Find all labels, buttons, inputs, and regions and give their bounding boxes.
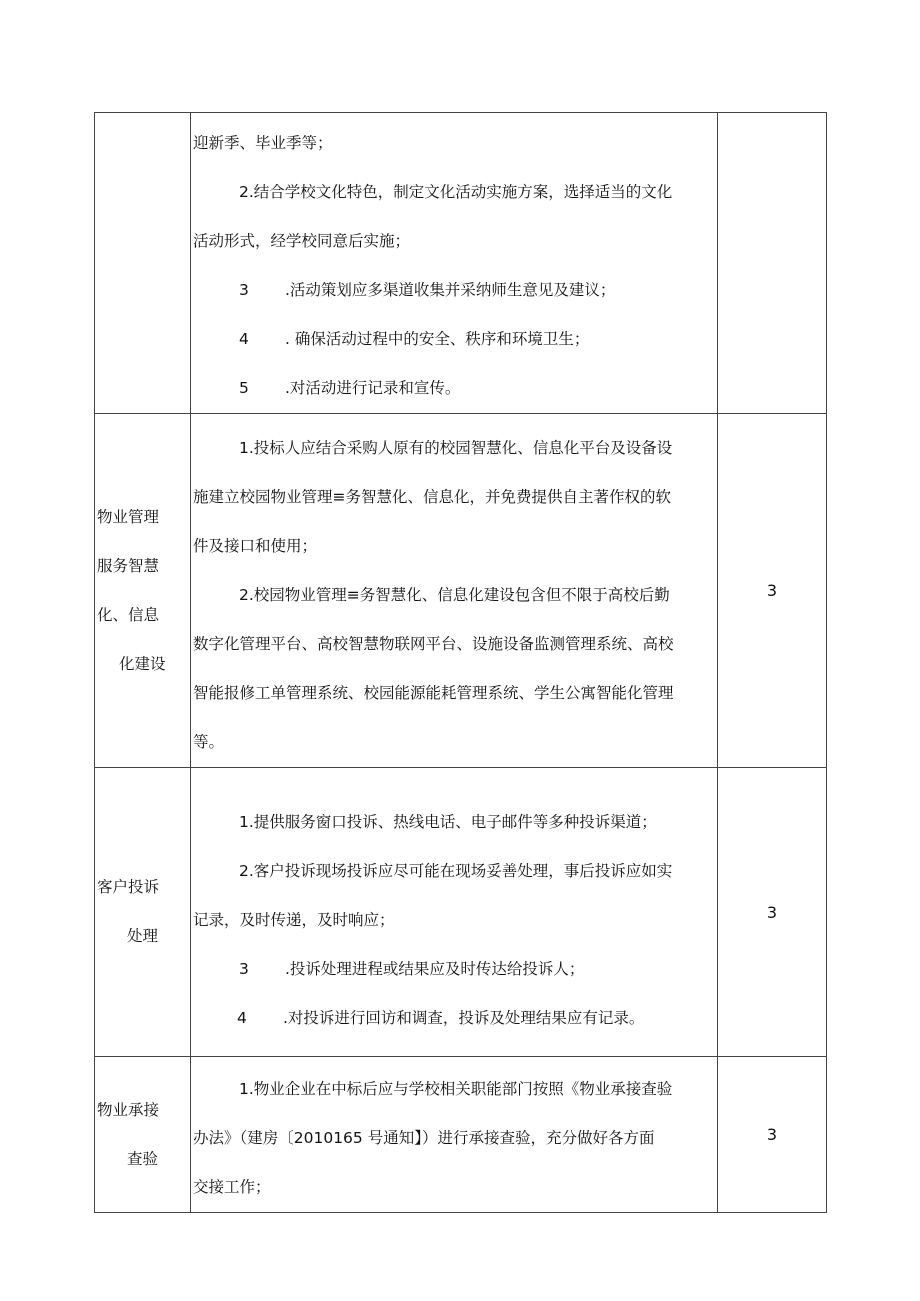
table-row bbox=[95, 414, 827, 768]
score-cell bbox=[718, 1057, 827, 1213]
content-line: 记录，及时传递，及时响应； bbox=[193, 911, 395, 929]
score-value: 3 bbox=[766, 1125, 778, 1144]
list-number: 3 bbox=[239, 281, 249, 299]
list-number: 4 bbox=[237, 1009, 247, 1027]
table-row bbox=[95, 768, 827, 1057]
content-line bbox=[193, 364, 711, 413]
content-line: 1.投标人应结合采购人原有的校园智慧化、信息化平台及设备设 bbox=[239, 439, 673, 457]
content-line bbox=[193, 994, 711, 1043]
list-number: 5 bbox=[239, 379, 249, 397]
requirement-cell bbox=[191, 414, 718, 768]
item-name-cell bbox=[95, 414, 191, 768]
item-name-line: 处理 bbox=[127, 927, 159, 945]
content-line: 2.结合学校文化特色，制定文化活动实施方案，选择适当的文化 bbox=[239, 183, 673, 201]
list-number: 3 bbox=[239, 960, 249, 978]
item-name-cell bbox=[95, 113, 191, 414]
list-text: .投诉处理进程或结果应及时传达给投诉人； bbox=[285, 960, 585, 978]
item-name-line: 查验 bbox=[127, 1149, 159, 1168]
content-line: 1.提供服务窗口投诉、热线电话、电子邮件等多种投诉渠道； bbox=[239, 813, 657, 831]
list-text: .对投诉进行回访和调查，投诉及处理结果应有记录。 bbox=[283, 1009, 645, 1027]
content-line: 智能报修工单管理系统、校园能源能耗管理系统、学生公寓智能化管理 bbox=[193, 684, 674, 702]
item-name-cell bbox=[95, 768, 191, 1057]
table-row bbox=[95, 113, 827, 414]
item-name-line: 化建设 bbox=[119, 654, 166, 673]
list-text: .活动策划应多渠道收集并采纳师生意见及建议； bbox=[285, 281, 616, 299]
content-line: 活动形式，经学校同意后实施； bbox=[193, 232, 411, 250]
content-line: 2.客户投诉现场投诉应尽可能在现场妥善处理，事后投诉应如实 bbox=[239, 862, 673, 880]
score-cell bbox=[718, 414, 827, 768]
content-line bbox=[193, 266, 711, 315]
table-row bbox=[95, 1057, 827, 1213]
content-line: 办法》（建房〔2010165 号通知】）进行承接查验，充分做好各方面 bbox=[193, 1129, 655, 1147]
content-line: 2.校园物业管理≡务智慧化、信息化建设包含但不限于高校后勤 bbox=[239, 586, 670, 604]
content-line: 交接工作； bbox=[193, 1178, 271, 1196]
score-cell bbox=[718, 113, 827, 414]
content-line: 迎新季、毕业季等； bbox=[193, 134, 333, 152]
item-name-line: 物业承接 bbox=[97, 1100, 160, 1119]
requirement-cell bbox=[191, 1057, 718, 1213]
item-name-line: 服务智慧 bbox=[97, 556, 160, 575]
item-name-line: 物业管理 bbox=[97, 507, 160, 526]
item-name-cell bbox=[95, 1057, 191, 1213]
content-line bbox=[193, 945, 711, 994]
requirement-cell bbox=[191, 113, 718, 414]
content-line bbox=[193, 315, 711, 364]
item-name-line: 化、信息 bbox=[97, 605, 160, 624]
score-value: 3 bbox=[766, 902, 778, 922]
requirement-cell bbox=[191, 768, 718, 1057]
list-text: .对活动进行记录和宣传。 bbox=[285, 379, 461, 397]
requirements-table bbox=[94, 112, 827, 1213]
list-text: . 确保活动过程中的安全、秩序和环境卫生； bbox=[285, 330, 590, 348]
score-cell bbox=[718, 768, 827, 1057]
list-number: 4 bbox=[239, 330, 249, 348]
content-line: 件及接口和使用； bbox=[193, 537, 318, 555]
content-line: 数字化管理平台、高校智慧物联网平台、设施设备监测管理系统、高校 bbox=[193, 635, 674, 653]
content-line: 1.物业企业在中标后应与学校相关职能部门按照《物业承接查验 bbox=[239, 1080, 673, 1098]
score-value: 3 bbox=[766, 581, 778, 600]
content-line: 等。 bbox=[193, 733, 225, 751]
content-line: 施建立校园物业管理≡务智慧化、信息化，并免费提供自主著作权的软 bbox=[193, 488, 671, 506]
item-name-line: 客户投诉 bbox=[97, 878, 160, 896]
